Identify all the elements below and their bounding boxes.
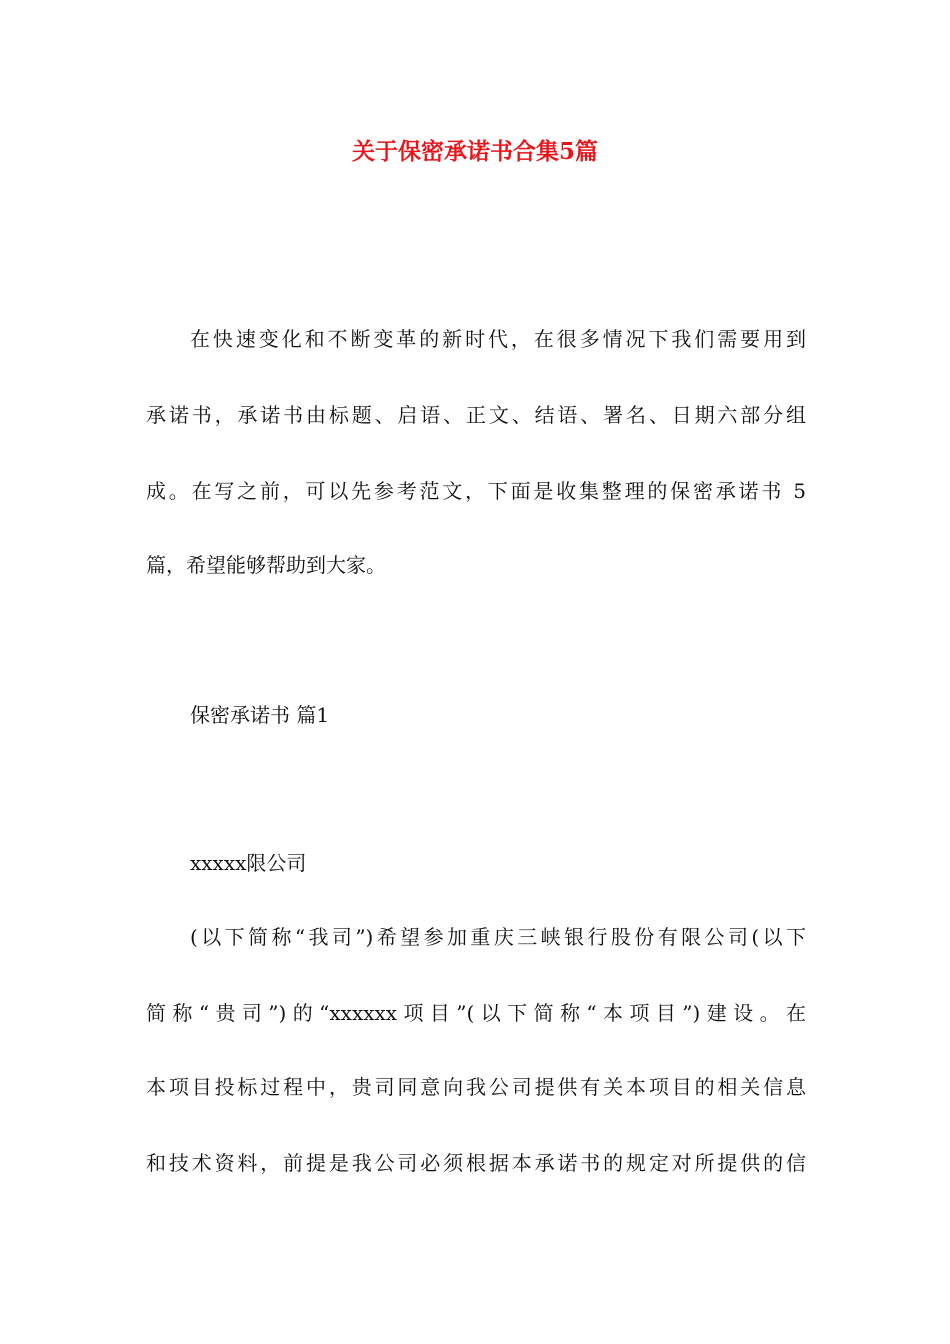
recipient-line: xxxxx限公司: [190, 851, 307, 875]
body-line: 本项目投标过程中，贵司同意向我公司提供有关本项目的相关信息: [146, 1075, 806, 1099]
intro-line: 成。在写之前，可以先参考范文，下面是收集整理的保密承诺书 5: [146, 479, 806, 503]
body-line: 和技术资料，前提是我公司必须根据本承诺书的规定对所提供的信: [146, 1151, 806, 1175]
intro-line: 承诺书，承诺书由标题、启语、正文、结语、署名、日期六部分组: [146, 403, 806, 427]
intro-line: 篇，希望能够帮助到大家。: [146, 553, 386, 577]
body-line: 简称“贵司”)的“xxxxxx项目”(以下简称“本项目”)建设。在: [146, 1001, 806, 1025]
section-heading: 保密承诺书 篇1: [190, 703, 330, 727]
document-title: 关于保密承诺书合集5篇: [351, 138, 598, 165]
body-line: (以下简称“我司”)希望参加重庆三峡银行股份有限公司(以下: [190, 925, 806, 949]
intro-line: 在快速变化和不断变革的新时代，在很多情况下我们需要用到: [190, 327, 806, 351]
